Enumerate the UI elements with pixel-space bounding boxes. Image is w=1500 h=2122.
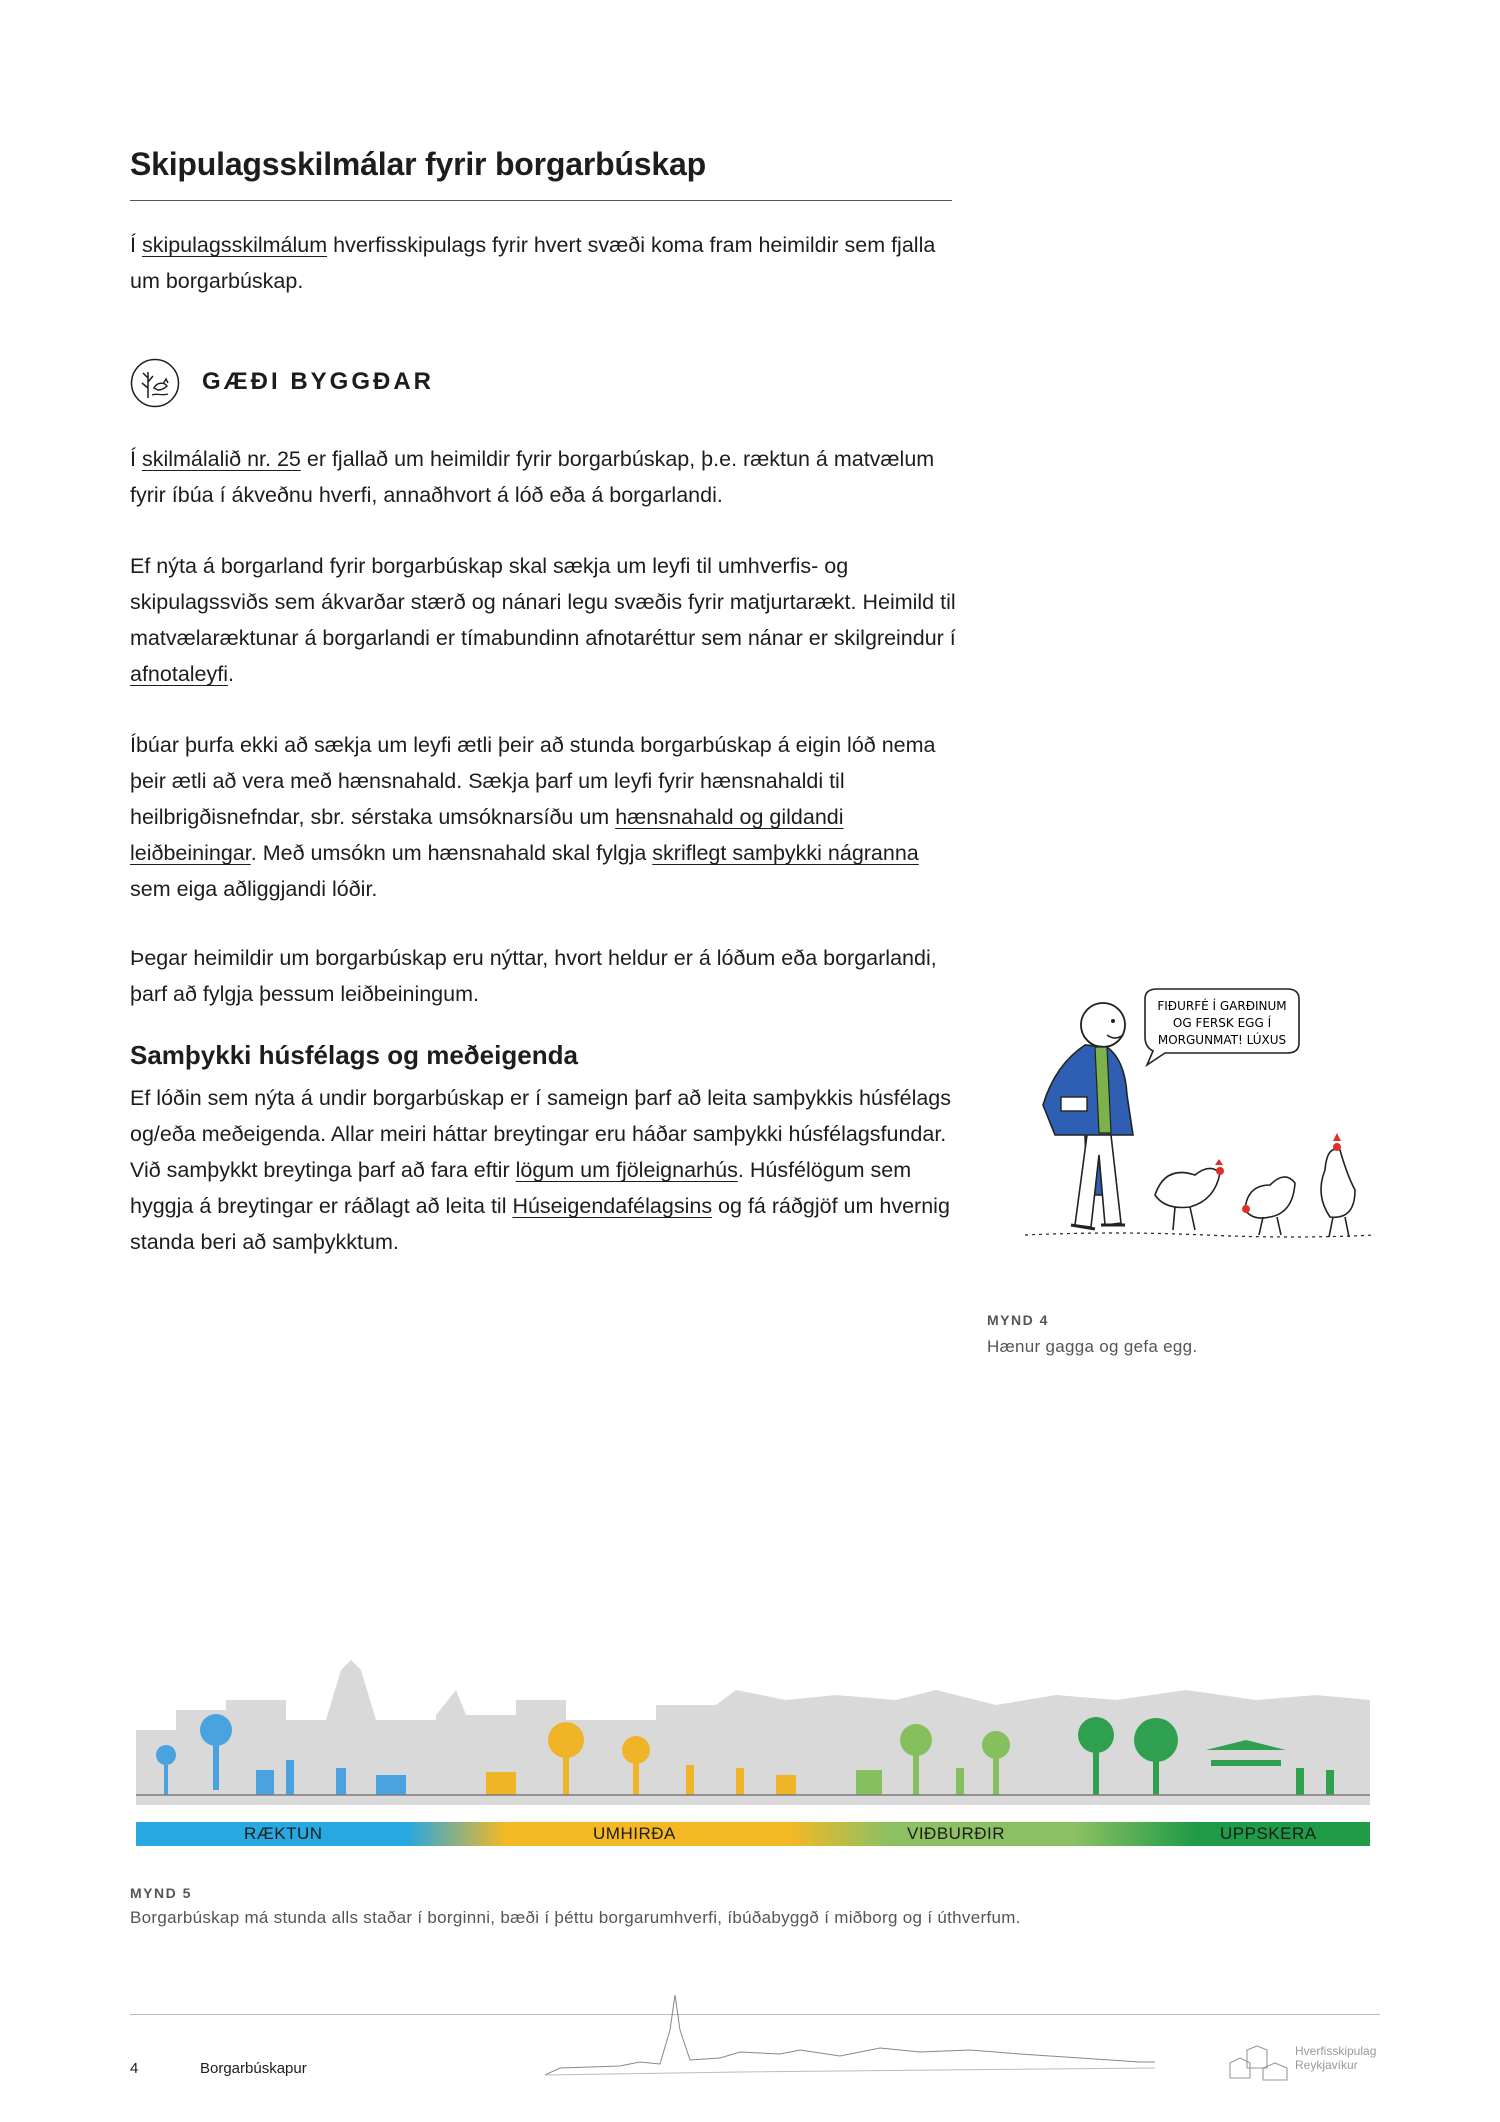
stage-uppskera: UPPSKERA	[1220, 1824, 1317, 1843]
p5-text-end: og fá ráðgjöf um hvernig standa beri að samþykktum.	[130, 1194, 950, 1254]
tree-bird-icon	[130, 358, 180, 408]
page-number: 4	[130, 2060, 139, 2077]
paragraph-1	[130, 441, 960, 513]
skilmalalidur-link[interactable]: skilmálalið nr. 25	[141, 447, 301, 471]
stage-raektun: RÆKTUN	[244, 1824, 323, 1843]
footer-skyline-line	[540, 1990, 1160, 2080]
subheading: Samþykki húsfélags og meðeigenda	[130, 1040, 578, 1070]
man-with-chickens-illustration	[1015, 985, 1385, 1255]
p1-text-end: er fjallað um heimildir fyrir borgarbúskap, þ.e. ræktun á matvælum fyrir íbúa í ákveðnu hverfi, annaðhvort á lóð eða á borgarlandi.	[130, 447, 935, 507]
p1-text: Í	[130, 447, 142, 471]
paragraph-5	[130, 1080, 960, 1260]
speech-line-2: OG FERSK EGG Í	[1172, 1016, 1272, 1030]
paragraph-3	[130, 727, 960, 907]
huseigendafelag-link[interactable]: Húseigendafélagsins	[512, 1194, 713, 1218]
p3-text-end: sem eiga aðliggjandi lóðir.	[130, 877, 378, 901]
title-divider	[130, 200, 952, 201]
intro-text-end: hverfisskipulags fyrir hvert svæði koma fram heimildir sem fjalla um borgarbúskap.	[130, 233, 936, 293]
speech-line-3: MORGUNMAT! LÚXUS	[1157, 1033, 1287, 1047]
speech-line-1: FIÐURFÉ Í GARÐINUM	[1157, 999, 1287, 1013]
p2-text: Ef nýta á borgarland fyrir borgarbúskap skal sækja um leyfi til umhverfis- og skipulagssviðs sem ákvarðar stærð og nánari legu svæðis fyrir matjurtarækt. Heimild til matvælaræktunar á borgarlandi er tímabundinn afnotaréttur sem nánar er skilgreindur í	[130, 554, 956, 650]
section-label: GÆÐI BYGGÐAR	[202, 368, 435, 395]
haensnahald-link[interactable]: hænsnahald og gildandi leiðbeiningar	[130, 805, 844, 865]
figure5-caption: Borgarbúskap má stunda alls staðar í borginni, bæði í þéttu borgarumhverfi, íbúðabyggð í miðborg og í úthverfum.	[130, 1908, 1021, 1927]
afnotaleyfi-link[interactable]: afnotaleyfi	[130, 662, 229, 686]
figure4-caption: Hænur gagga og gefa egg.	[987, 1337, 1198, 1356]
logo-line-1: Hverfisskipulag	[1295, 2044, 1377, 2058]
stage-vidburdir: VIÐBURÐIR	[907, 1824, 1006, 1843]
p3-text-mid: . Með umsókn um hænsnahald skal fylgja	[250, 841, 653, 865]
intro-paragraph	[130, 227, 960, 299]
logo-line-2: Reykjavíkur	[1295, 2058, 1358, 2072]
paragraph-4: Þegar heimildir um borgarbúskap eru nýttar, hvort heldur er á lóðum eða borgarlandi, þarf að fylgja þessum leiðbeiningum.	[130, 946, 937, 1006]
p5-text: Ef lóðin sem nýta á undir borgarbúskap er í sameign þarf að leita samþykkis húsfélags og/eða meðeigenda. Allar meiri háttar breytingar eru háðar samþykki húsfélagsfundar. Við samþykkt breytinga þarf að fara eftir	[130, 1086, 952, 1182]
logo-text	[1295, 2044, 1376, 2072]
figure4-label: MYND 4	[987, 1312, 1049, 1328]
city-skyline-illustration	[136, 1660, 1370, 1805]
p5-text-mid: . Húsfélögum sem hyggja á breytingar er ráðlagt að leita til	[130, 1158, 912, 1218]
page-title: Skipulagsskilmálar fyrir borgarbúskap	[130, 146, 706, 182]
footer-document-title: Borgarbúskapur	[200, 2060, 307, 2077]
skipulagsskilmalar-link[interactable]: skipulagsskilmálum	[141, 233, 328, 257]
p2-text-end: .	[228, 662, 234, 686]
samthykki-nagranna-link[interactable]: skriflegt samþykki nágranna	[652, 841, 919, 865]
stage-umhirda: UMHIRÐA	[593, 1824, 676, 1843]
figure5-label: MYND 5	[130, 1885, 192, 1901]
p3-text: Íbúar þurfa ekki að sækja um leyfi ætli þeir að stunda borgarbúskap á eigin lóð nema þeir ætli að vera með hænsnahald. Sækja þarf um leyfi fyrir hænsnahaldi til heilbrigðisnefndar, sbr. sérstaka umsóknarsíðu um	[130, 733, 936, 829]
stages-bar	[136, 1822, 1370, 1846]
paragraph-2	[130, 548, 960, 692]
fjoleignarhus-link[interactable]: lögum um fjöleignarhús	[515, 1158, 738, 1182]
intro-text: Í	[130, 233, 142, 257]
